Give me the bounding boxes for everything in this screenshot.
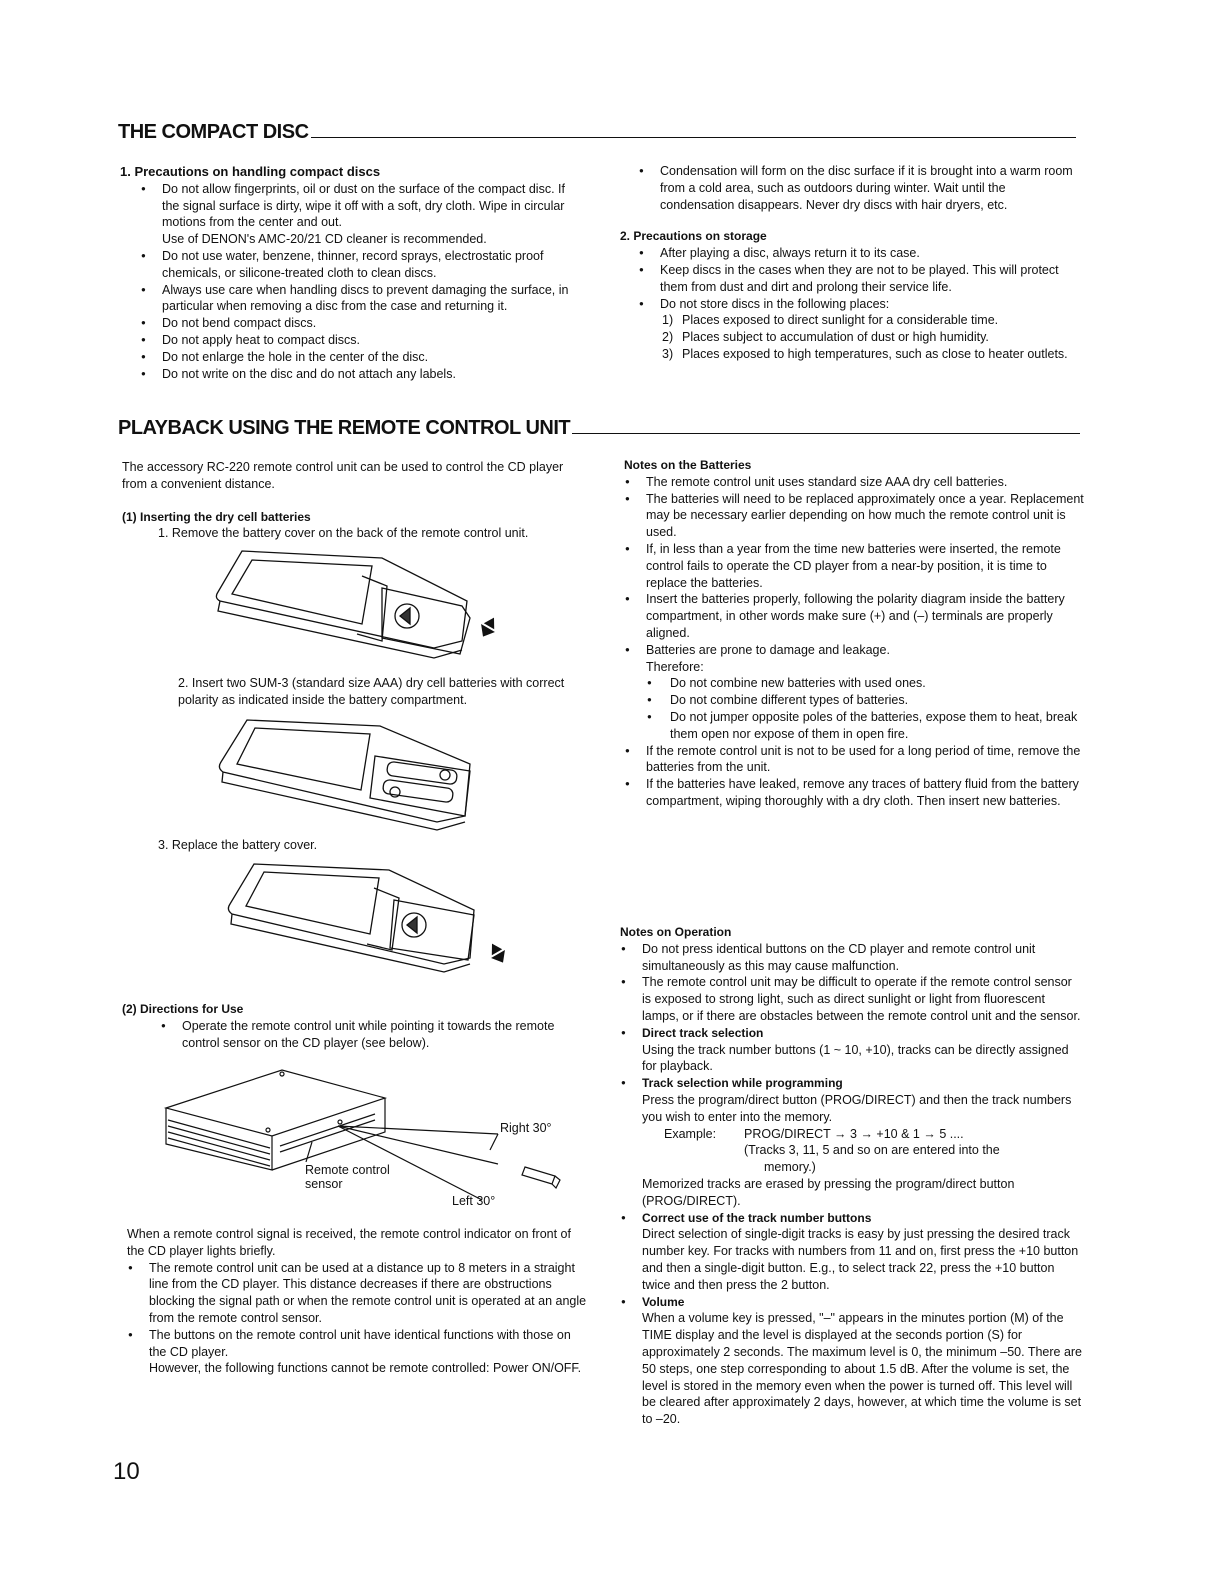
place-item: 3) Places exposed to high temperatures, such as close to heater outlets. <box>662 346 1068 361</box>
signal-section <box>127 1226 587 1377</box>
correct-text: Direct selection of single-digit tracks is easy by just pressing the desired track number key. For tracks with numbers from 11 and on, first press the +10 button and then a single-digit button. E.g., to select track 22, press the +10 button twice and then press the 2 button. <box>642 1227 1079 1292</box>
list-item: ● The buttons on the remote control unit have identical functions with those on the CD player. However, the following functions cannot be remote controlled: Power ON/OFF. <box>127 1327 587 1377</box>
direct-text: Using the track number buttons (1 ~ 10, +10), tracks can be directly assigned for playback. <box>642 1042 1069 1074</box>
step-3-text: 3. Replace the battery cover. <box>158 838 318 852</box>
heading-text: PLAYBACK USING THE REMOTE CONTROL UNIT <box>118 417 571 439</box>
operation-title: Notes on Operation <box>620 925 732 939</box>
list-item: ● Do not press identical buttons on the CD player and remote control unit simultaneously as this may cause malfunction. <box>620 941 1082 975</box>
handling-section <box>120 164 580 382</box>
list-item: ● Do not apply heat to compact discs. <box>140 332 580 349</box>
heading-rule <box>572 433 1080 434</box>
signal-para: When a remote control signal is received, the remote control indicator on front of the CD player lights briefly. <box>127 1227 571 1258</box>
step-2-text: 2. Insert two SUM-3 (standard size AAA) dry cell batteries with correct polarity as indicated inside the battery compartment. <box>178 676 565 707</box>
arrow-icon <box>485 940 510 967</box>
remote-cover-replace-figure <box>224 860 514 978</box>
sub-item: ● Do not jumper opposite poles of the batteries, expose them to heat, break them open nor expose of them in open fire. <box>646 709 1086 743</box>
list-item: ● The remote control unit may be difficult to operate if the remote control sensor is exposed to strong light, such as direct sunlight or light from fluorescent lamps, or if there are obstacles between the remote control unit and the sensor. <box>620 974 1082 1024</box>
however-text: However, the following functions cannot be remote controlled: Power ON/OFF. <box>149 1361 582 1376</box>
list-item: ● The batteries will need to be replaced approximately once a year. Replacement may be necessary earlier depending on how much the remote control unit is used. <box>624 491 1086 541</box>
therefore-text: Therefore: <box>646 659 704 674</box>
list-item: ● Do not use water, benzene, thinner, record sprays, electrostatic proof chemicals, or silicone-treated cloth to clean discs. <box>140 248 580 282</box>
sensor-label-1: Remote control <box>305 1163 390 1177</box>
sensor-label-2: sensor <box>305 1177 343 1191</box>
remote-battery-insert-figure <box>215 716 485 834</box>
operation-notes <box>620 924 1082 1428</box>
list-item: ● Do not enlarge the hole in the center of the disc. <box>140 349 580 366</box>
sub-item: ● Do not combine different types of batteries. <box>646 692 1086 709</box>
cleaner-note: Use of DENON's AMC-20/21 CD cleaner is recommended. <box>162 232 487 247</box>
list-item: ● After playing a disc, always return it to its case. <box>638 245 1078 262</box>
volume-title: Volume <box>642 1294 685 1309</box>
page-number: 10 <box>113 1458 140 1485</box>
remote-cover-removal-figure <box>212 546 502 666</box>
storage-section <box>620 163 1078 363</box>
storage-title: 2. Precautions on storage <box>620 229 767 244</box>
list-item: ● If the remote control unit is not to be used for a long period of time, remove the batteries from the unit. <box>624 743 1086 777</box>
place-item: 2) Places subject to accumulation of dust or high humidity. <box>662 330 989 345</box>
list-item: ● Do not allow fingerprints, oil or dust on the surface of the compact disc. If the signal surface is dirty, wipe it off with a soft, dry cloth. Wipe in circular motions from the center and out. Use of DENON's AMC-20/21 CD cleaner is recommended. <box>140 181 580 248</box>
section-heading-remote <box>118 417 1080 439</box>
list-item: ● If, in less than a year from the time new batteries were inserted, the remote control fails to operate the CD player from a near-by position, it is time to replace the batteries. <box>624 541 1086 591</box>
example-seq: PROG/DIRECT → 3 → +10 & 1 → 5 .... <box>744 1126 964 1141</box>
list-item: ● Batteries are prone to damage and leakage. Therefore: ● Do not combine new batteries with used ones. ● Do not combine different types of batteries. ● Do not jumper opposite poles of the batteries, expose them to heat, break them open nor expose of them in open fire. <box>624 642 1086 743</box>
directions-title: (2) Directions for Use <box>122 1002 244 1016</box>
direct-title: Direct track selection <box>642 1025 764 1040</box>
list-item: ● Keep discs in the cases when they are not to be played. This will protect them from dust and dirt and prolong their service life. <box>638 262 1078 296</box>
list-item: ● If the batteries have leaked, remove any traces of battery fluid from the battery compartment, wiping thoroughly with a dry cloth. Then insert new batteries. <box>624 776 1086 810</box>
prog-after: Memorized tracks are erased by pressing the program/direct button (PROG/DIRECT). <box>642 1176 1015 1208</box>
sub-item: ● Do not combine new batteries with used ones. <box>646 675 1086 692</box>
list-item: ● Do not bend compact discs. <box>140 315 580 332</box>
list-item <box>620 1075 1082 1209</box>
step-3 <box>158 837 317 854</box>
batteries-title: Notes on the Batteries <box>624 458 752 472</box>
correct-title: Correct use of the track number buttons <box>642 1210 872 1225</box>
list-item <box>620 1025 1082 1075</box>
prog-title: Track selection while programming <box>642 1076 843 1091</box>
left-30-label: Left 30° <box>452 1194 496 1208</box>
list-item: ● The remote control unit uses standard size AAA dry cell batteries. <box>624 474 1086 491</box>
batteries-notes <box>624 457 1086 810</box>
list-item: ● Insert the batteries properly, following the polarity diagram inside the battery compartment, in other words make sure (+) and (–) terminals are properly aligned. <box>624 591 1086 641</box>
volume-text: When a volume key is pressed, "–" appears in the minutes portion (M) of the TIME display and the level is displayed at the seconds portion (S) for approximately 2 seconds. The maximum level is 0, the minimum –50. There are 50 steps, one step corresponding to about 1.5 dB. After the volume is set, the level is stored in the memory even when the power is turned off. This level will be cleared after approximately 2 days, however, at which time the volume is set to –20. <box>642 1311 1083 1427</box>
list-item: ● The remote control unit can be used at a distance up to 8 meters in a straight line from the CD player. This distance decreases if there are obstructions blocking the signal path or when the remote control unit is operated at an angle from the remote control sensor. <box>127 1260 587 1327</box>
section-heading-compact-disc <box>118 121 1076 143</box>
list-item: ● Always use care when handling discs to prevent damaging the surface, in particular when removing a disc from the case and returning it. <box>140 282 580 316</box>
handling-title: 1. Precautions on handling compact discs <box>120 164 381 179</box>
right-30-label: Right 30° <box>500 1121 552 1135</box>
example-label: Example: <box>664 1126 717 1141</box>
remote-intro <box>122 459 584 542</box>
list-item: ● Do not store discs in the following places: 1) Places exposed to direct sunlight for a considerable time. 2) Places subject to accumulation of dust or high humidity. 3) Places exposed to high temperatures, such as close to heater outlets. <box>638 296 1078 363</box>
list-item <box>620 1294 1082 1428</box>
inserting-title: (1) Inserting the dry cell batteries <box>122 509 311 524</box>
remote-sensor-angle-diagram <box>160 1062 580 1212</box>
condensation-item: ● Condensation will form on the disc surface if it is brought into a warm room from a cold area, such as outdoors during winter. Wait until the condensation disappears. Never dry discs with hair dryers, etc. <box>638 163 1078 213</box>
directions-section <box>122 1001 584 1051</box>
list-item: ● Do not write on the disc and do not attach any labels. <box>140 366 580 383</box>
place-item: 1) Places exposed to direct sunlight for a considerable time. <box>662 313 999 328</box>
arrow-icon <box>476 614 501 641</box>
example-note-2: memory.) <box>764 1160 816 1175</box>
heading-text: THE COMPACT DISC <box>118 121 309 143</box>
prog-text: Press the program/direct button (PROG/DIRECT) and then the track numbers you wish to enter into the memory. <box>642 1092 1072 1124</box>
heading-rule <box>311 137 1076 138</box>
directions-item: ● Operate the remote control unit while pointing it towards the remote control sensor on the CD player (see below). <box>160 1018 584 1052</box>
example-note: (Tracks 3, 11, 5 and so on are entered into the <box>744 1143 1000 1158</box>
example-block <box>642 1126 1082 1176</box>
intro-text: The accessory RC-220 remote control unit can be used to control the CD player from a convenient distance. <box>122 460 564 491</box>
step-2 <box>158 675 588 709</box>
step-1: 1. Remove the battery cover on the back of the remote control unit. <box>158 526 529 541</box>
list-item <box>620 1210 1082 1294</box>
